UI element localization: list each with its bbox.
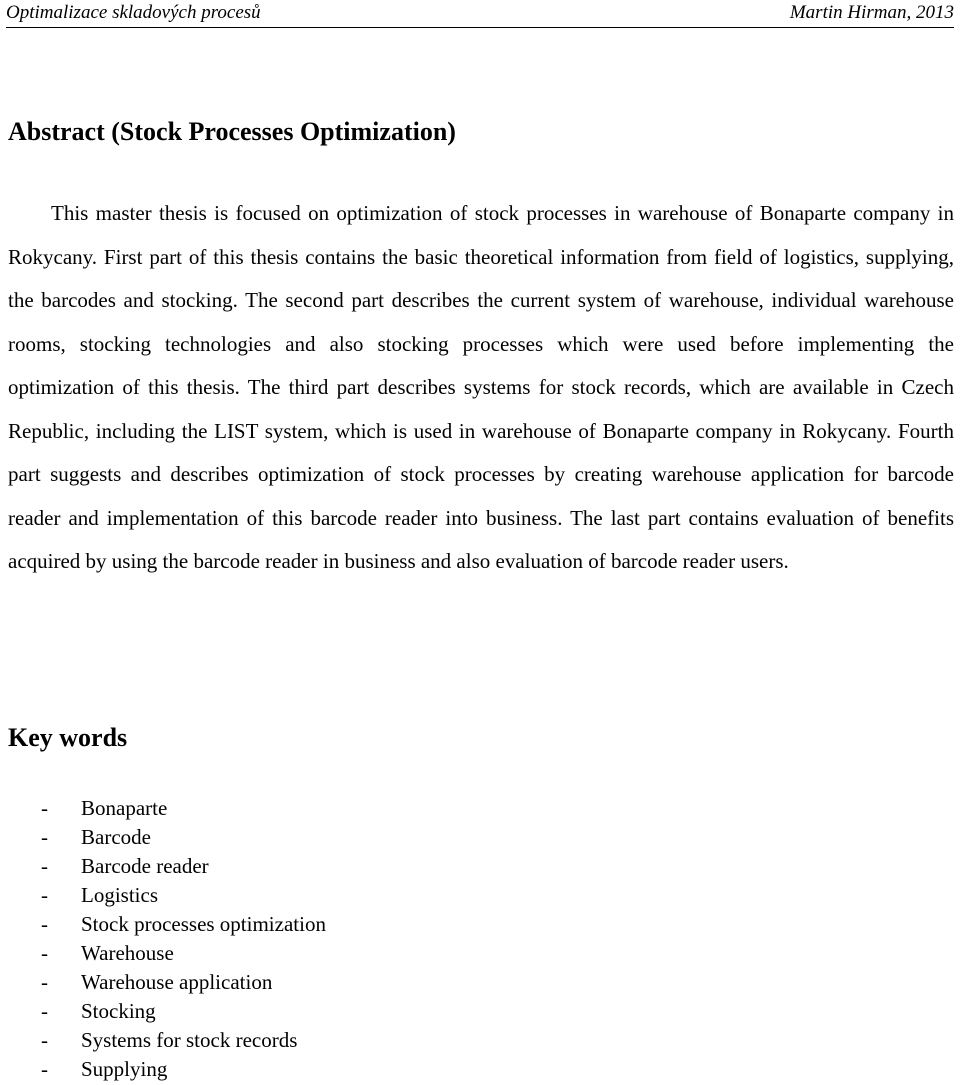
keywords-title: Key words: [8, 723, 128, 752]
header-thesis-title: Optimalizace skladových procesů: [6, 2, 261, 23]
page-header: [6, 0, 954, 28]
keywords-list: [37, 794, 326, 1084]
keyword-item: - Warehouse: [37, 939, 326, 968]
keyword-item: - Warehouse application: [37, 968, 326, 997]
header-author-year: Martin Hirman, 2013: [789, 2, 954, 23]
keyword-item: - Systems for stock records: [37, 1026, 326, 1055]
keyword-item: - Bonaparte: [37, 794, 326, 823]
keyword-item: - Supplying: [37, 1055, 326, 1084]
keyword-item: - Barcode reader: [37, 852, 326, 881]
keyword-item: - Barcode: [37, 823, 326, 852]
keyword-item: - Stock processes optimization: [37, 910, 326, 939]
abstract-title: Abstract (Stock Processes Optimization): [8, 117, 456, 146]
keyword-item: - Stocking: [37, 997, 326, 1026]
keyword-item: - Logistics: [37, 881, 326, 910]
abstract-body: This master thesis is focused on optimization of stock processes in warehouse of Bonaparte company in Rokycany. First part of this thesis contains the basic theoretical information from field of logistics, supplying, the barcodes and stocking. The second part describes the current system of warehouse, individual warehouse rooms, stocking technologies and also stocking processes which were used before implementing the optimization of this thesis. The third part describes systems for stock records, which are available in Czech Republic, including the LIST system, which is used in warehouse of Bonaparte company in Rokycany. Fourth part suggests and describes optimization of stock processes by creating warehouse application for barcode reader and implementation of this barcode reader into business. The last part contains evaluation of benefits acquired by using the barcode reader in business and also evaluation of barcode reader users.: [8, 201, 954, 573]
